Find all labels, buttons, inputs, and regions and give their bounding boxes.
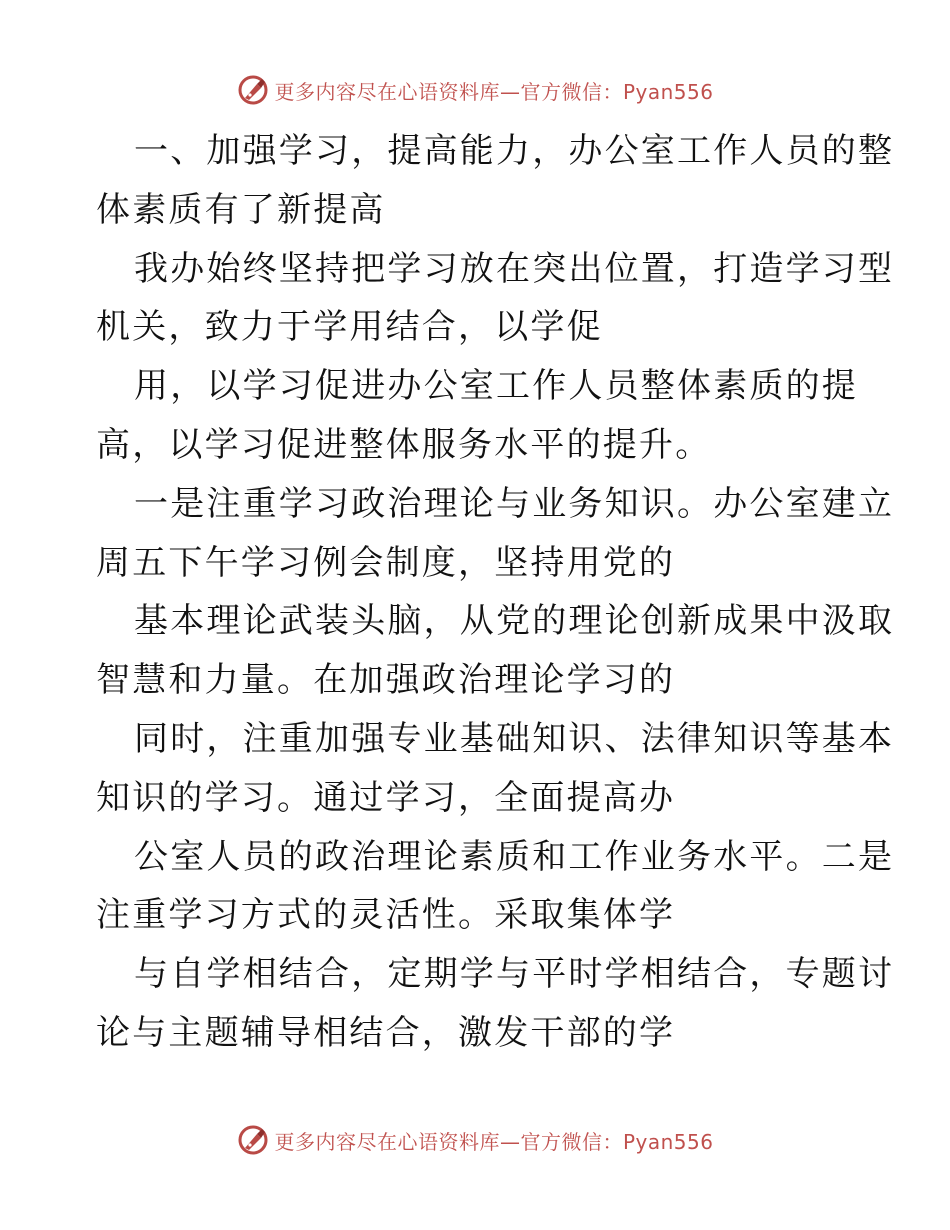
body-line: 基本理论武装头脑，从党的理论创新成果中汲取 (134, 601, 895, 642)
footer-banner (0, 1120, 950, 1160)
body-line: 机关，致力于学用结合，以学促 (96, 307, 603, 348)
body-line: 周五下午学习例会制度，坚持用党的 (96, 542, 676, 583)
body-line: 同时，注重加强专业基础知识、法律知识等基本 (134, 718, 895, 759)
body-line: 高，以学习促进整体服务水平的提升。 (96, 424, 712, 465)
pen-nib-logo-icon (236, 1123, 270, 1157)
document-body (96, 122, 895, 1063)
body-line: 用，以学习促进办公室工作人员整体素质的提 (134, 366, 858, 407)
header-banner-text: 更多内容尽在心语资料库—官方微信：Pyan556 (274, 79, 714, 104)
body-line: 体素质有了新提高 (96, 189, 386, 230)
body-line: 论与主题辅导相结合，激发干部的学 (96, 1012, 676, 1053)
body-line: 与自学相结合，定期学与平时学相结合，专题讨 (134, 954, 895, 995)
body-line: 一、加强学习，提高能力，办公室工作人员的整 (134, 131, 895, 171)
body-line: 一是注重学习政治理论与业务知识。办公室建立 (134, 483, 895, 524)
body-line: 智慧和力量。在加强政治理论学习的 (96, 660, 676, 701)
pen-nib-logo-icon (236, 73, 270, 107)
body-line: 知识的学习。通过学习，全面提高办 (96, 777, 676, 818)
body-line: 我办始终坚持把学习放在突出位置，打造学习型 (134, 248, 895, 289)
footer-banner-text: 更多内容尽在心语资料库—官方微信：Pyan556 (274, 1129, 714, 1154)
header-banner (0, 70, 950, 110)
body-line: 注重学习方式的灵活性。采取集体学 (96, 895, 676, 936)
body-line: 公室人员的政治理论素质和工作业务水平。二是 (134, 836, 895, 877)
